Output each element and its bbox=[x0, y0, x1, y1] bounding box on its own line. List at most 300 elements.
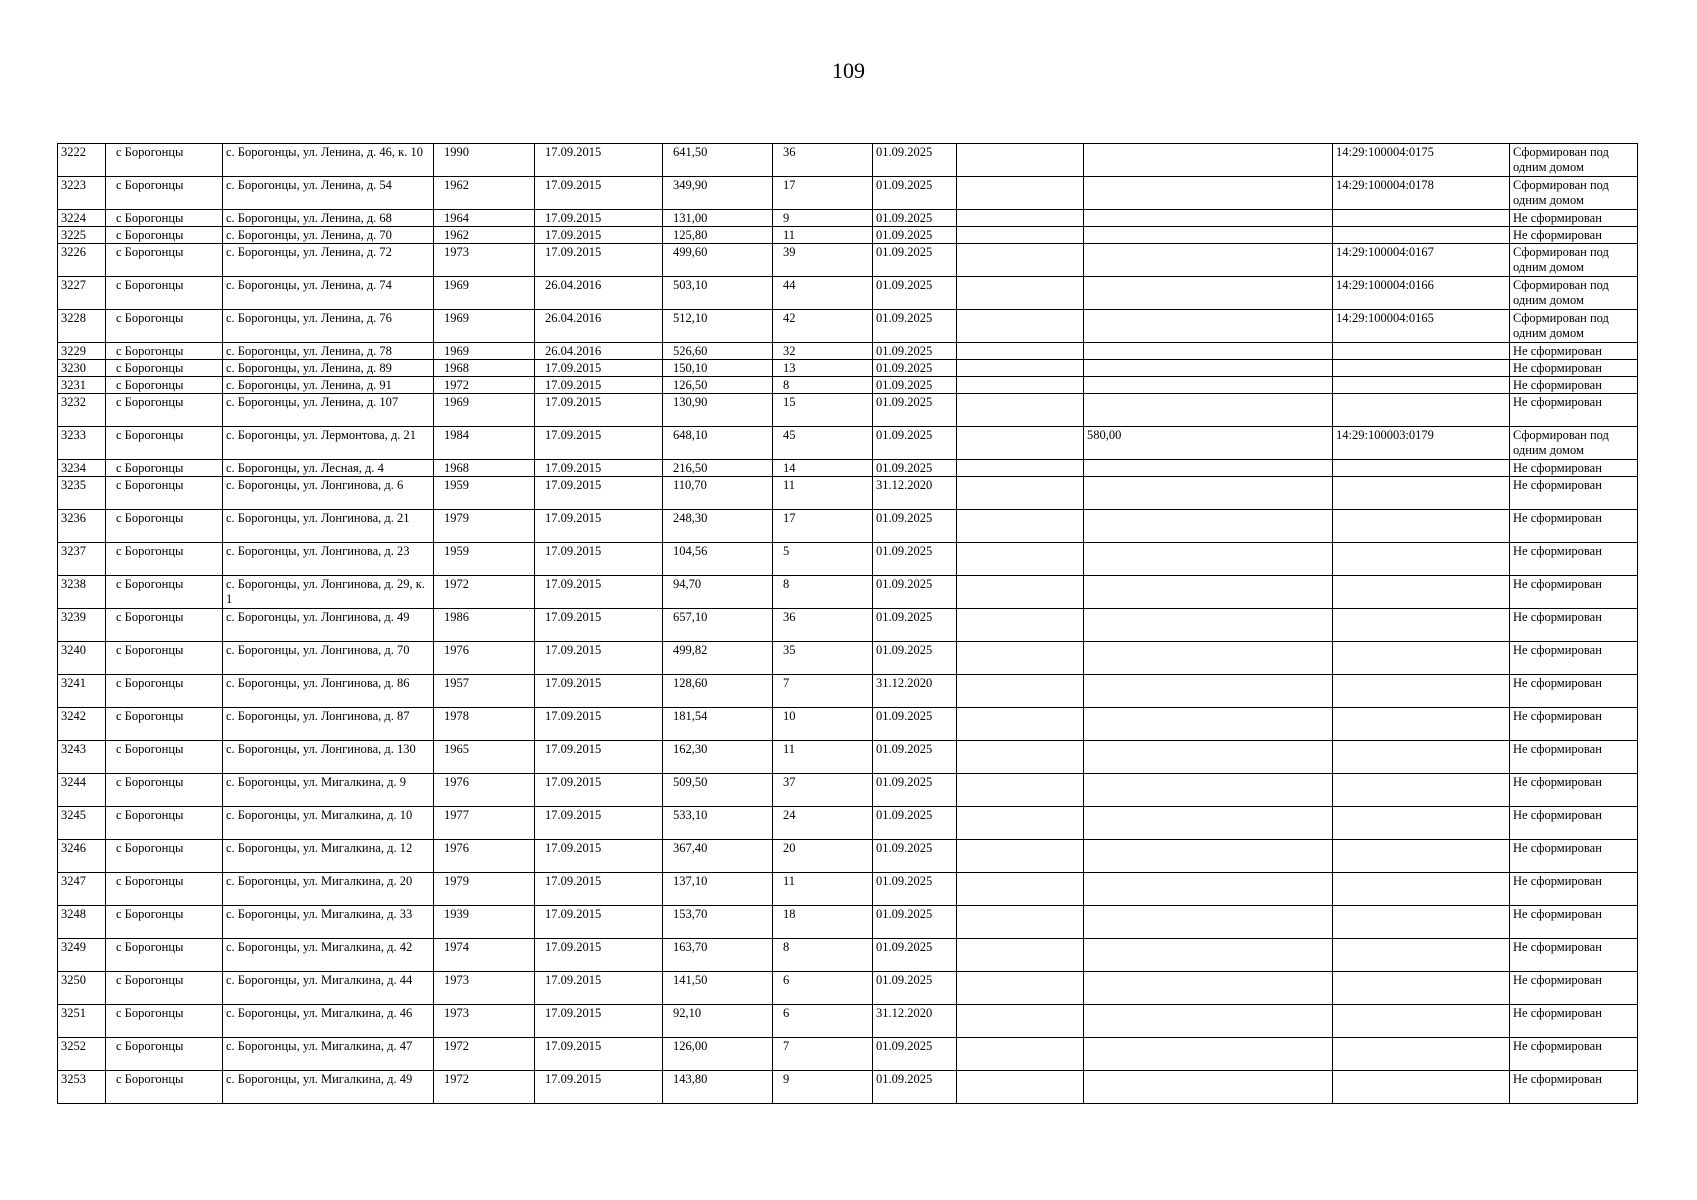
area-cell: 367,40 bbox=[663, 840, 773, 873]
date-cell: 17.09.2015 bbox=[535, 177, 663, 210]
area-cell: 349,90 bbox=[663, 177, 773, 210]
address-cell: с. Борогонцы, ул. Лонгинова, д. 23 bbox=[223, 543, 434, 576]
row-number-cell: 3247 bbox=[58, 873, 106, 906]
deadline-cell: 31.12.2020 bbox=[873, 477, 957, 510]
settlement-cell: с Борогонцы bbox=[106, 343, 223, 360]
cadastral-number-cell bbox=[1333, 642, 1510, 675]
year-built-cell: 1972 bbox=[434, 1038, 535, 1071]
deadline-cell: 01.09.2025 bbox=[873, 543, 957, 576]
land-area-cell bbox=[1084, 774, 1333, 807]
cadastral-number-cell bbox=[1333, 972, 1510, 1005]
year-built-cell: 1977 bbox=[434, 807, 535, 840]
land-area-cell bbox=[1084, 741, 1333, 774]
date-cell: 17.09.2015 bbox=[535, 576, 663, 609]
date-cell: 17.09.2015 bbox=[535, 642, 663, 675]
row-number-cell: 3235 bbox=[58, 477, 106, 510]
land-area-cell bbox=[1084, 807, 1333, 840]
address-cell: с. Борогонцы, ул. Лонгинова, д. 49 bbox=[223, 609, 434, 642]
deadline-cell: 01.09.2025 bbox=[873, 642, 957, 675]
area-cell: 131,00 bbox=[663, 210, 773, 227]
cadastral-number-cell bbox=[1333, 1005, 1510, 1038]
address-cell: с. Борогонцы, ул. Ленина, д. 91 bbox=[223, 377, 434, 394]
empty-cell bbox=[957, 144, 1084, 177]
deadline-cell: 01.09.2025 bbox=[873, 939, 957, 972]
cadastral-number-cell: 14:29:100004:0167 bbox=[1333, 244, 1510, 277]
empty-cell bbox=[957, 377, 1084, 394]
land-area-cell bbox=[1084, 642, 1333, 675]
land-area-cell bbox=[1084, 510, 1333, 543]
land-area-cell bbox=[1084, 177, 1333, 210]
settlement-cell: с Борогонцы bbox=[106, 906, 223, 939]
year-built-cell: 1973 bbox=[434, 1005, 535, 1038]
deadline-cell: 01.09.2025 bbox=[873, 609, 957, 642]
date-cell: 17.09.2015 bbox=[535, 609, 663, 642]
empty-cell bbox=[957, 210, 1084, 227]
date-cell: 17.09.2015 bbox=[535, 774, 663, 807]
empty-cell bbox=[957, 609, 1084, 642]
table-row bbox=[58, 774, 1638, 807]
table-row bbox=[58, 576, 1638, 609]
empty-cell bbox=[957, 394, 1084, 427]
land-area-cell bbox=[1084, 576, 1333, 609]
apartments-count-cell: 42 bbox=[773, 310, 873, 343]
apartments-count-cell: 8 bbox=[773, 939, 873, 972]
land-area-cell bbox=[1084, 1038, 1333, 1071]
table-row bbox=[58, 244, 1638, 277]
address-cell: с. Борогонцы, ул. Ленина, д. 89 bbox=[223, 360, 434, 377]
land-status-cell: Сформирован под одним домом bbox=[1510, 177, 1638, 210]
row-number-cell: 3232 bbox=[58, 394, 106, 427]
settlement-cell: с Борогонцы bbox=[106, 277, 223, 310]
land-area-cell bbox=[1084, 675, 1333, 708]
area-cell: 499,82 bbox=[663, 642, 773, 675]
address-cell: с. Борогонцы, ул. Лонгинова, д. 29, к. 1 bbox=[223, 576, 434, 609]
settlement-cell: с Борогонцы bbox=[106, 939, 223, 972]
apartments-count-cell: 36 bbox=[773, 144, 873, 177]
row-number-cell: 3225 bbox=[58, 227, 106, 244]
land-status-cell: Не сформирован bbox=[1510, 1038, 1638, 1071]
table-row bbox=[58, 177, 1638, 210]
year-built-cell: 1990 bbox=[434, 144, 535, 177]
cadastral-number-cell bbox=[1333, 343, 1510, 360]
row-number-cell: 3229 bbox=[58, 343, 106, 360]
land-status-cell: Не сформирован bbox=[1510, 477, 1638, 510]
apartments-count-cell: 37 bbox=[773, 774, 873, 807]
empty-cell bbox=[957, 360, 1084, 377]
land-status-cell: Не сформирован bbox=[1510, 227, 1638, 244]
address-cell: с. Борогонцы, ул. Лонгинова, д. 70 bbox=[223, 642, 434, 675]
deadline-cell: 01.09.2025 bbox=[873, 394, 957, 427]
table-row bbox=[58, 210, 1638, 227]
empty-cell bbox=[957, 939, 1084, 972]
area-cell: 92,10 bbox=[663, 1005, 773, 1038]
table-row bbox=[58, 310, 1638, 343]
empty-cell bbox=[957, 675, 1084, 708]
address-cell: с. Борогонцы, ул. Мигалкина, д. 9 bbox=[223, 774, 434, 807]
area-cell: 153,70 bbox=[663, 906, 773, 939]
deadline-cell: 01.09.2025 bbox=[873, 840, 957, 873]
area-cell: 143,80 bbox=[663, 1071, 773, 1104]
table-row bbox=[58, 394, 1638, 427]
cadastral-number-cell bbox=[1333, 939, 1510, 972]
land-area-cell bbox=[1084, 360, 1333, 377]
date-cell: 17.09.2015 bbox=[535, 210, 663, 227]
apartments-count-cell: 44 bbox=[773, 277, 873, 310]
row-number-cell: 3251 bbox=[58, 1005, 106, 1038]
date-cell: 17.09.2015 bbox=[535, 394, 663, 427]
land-status-cell: Не сформирован bbox=[1510, 460, 1638, 477]
empty-cell bbox=[957, 510, 1084, 543]
cadastral-number-cell bbox=[1333, 377, 1510, 394]
land-status-cell: Сформирован под одним домом bbox=[1510, 310, 1638, 343]
row-number-cell: 3244 bbox=[58, 774, 106, 807]
table-row bbox=[58, 377, 1638, 394]
settlement-cell: с Борогонцы bbox=[106, 741, 223, 774]
land-area-cell bbox=[1084, 1005, 1333, 1038]
date-cell: 17.09.2015 bbox=[535, 1038, 663, 1071]
area-cell: 162,30 bbox=[663, 741, 773, 774]
year-built-cell: 1972 bbox=[434, 576, 535, 609]
table-row bbox=[58, 906, 1638, 939]
date-cell: 17.09.2015 bbox=[535, 244, 663, 277]
land-status-cell: Сформирован под одним домом bbox=[1510, 244, 1638, 277]
land-status-cell: Не сформирован bbox=[1510, 510, 1638, 543]
row-number-cell: 3241 bbox=[58, 675, 106, 708]
land-area-cell bbox=[1084, 609, 1333, 642]
settlement-cell: с Борогонцы bbox=[106, 972, 223, 1005]
cadastral-number-cell bbox=[1333, 774, 1510, 807]
address-cell: с. Борогонцы, ул. Ленина, д. 78 bbox=[223, 343, 434, 360]
address-cell: с. Борогонцы, ул. Мигалкина, д. 10 bbox=[223, 807, 434, 840]
address-cell: с. Борогонцы, ул. Лонгинова, д. 21 bbox=[223, 510, 434, 543]
table-row bbox=[58, 1038, 1638, 1071]
area-cell: 512,10 bbox=[663, 310, 773, 343]
table-row bbox=[58, 227, 1638, 244]
table-row bbox=[58, 708, 1638, 741]
cadastral-number-cell bbox=[1333, 360, 1510, 377]
area-cell: 163,70 bbox=[663, 939, 773, 972]
address-cell: с. Борогонцы, ул. Мигалкина, д. 47 bbox=[223, 1038, 434, 1071]
cadastral-number-cell: 14:29:100003:0179 bbox=[1333, 427, 1510, 460]
date-cell: 17.09.2015 bbox=[535, 227, 663, 244]
cadastral-number-cell: 14:29:100004:0165 bbox=[1333, 310, 1510, 343]
settlement-cell: с Борогонцы bbox=[106, 840, 223, 873]
area-cell: 110,70 bbox=[663, 477, 773, 510]
empty-cell bbox=[957, 642, 1084, 675]
row-number-cell: 3230 bbox=[58, 360, 106, 377]
land-area-cell bbox=[1084, 144, 1333, 177]
area-cell: 248,30 bbox=[663, 510, 773, 543]
table-row bbox=[58, 277, 1638, 310]
deadline-cell: 01.09.2025 bbox=[873, 708, 957, 741]
row-number-cell: 3242 bbox=[58, 708, 106, 741]
cadastral-number-cell: 14:29:100004:0178 bbox=[1333, 177, 1510, 210]
apartments-count-cell: 7 bbox=[773, 675, 873, 708]
cadastral-number-cell bbox=[1333, 460, 1510, 477]
land-status-cell: Не сформирован bbox=[1510, 1005, 1638, 1038]
deadline-cell: 01.09.2025 bbox=[873, 144, 957, 177]
date-cell: 17.09.2015 bbox=[535, 675, 663, 708]
address-cell: с. Борогонцы, ул. Ленина, д. 54 bbox=[223, 177, 434, 210]
empty-cell bbox=[957, 427, 1084, 460]
land-status-cell: Не сформирован bbox=[1510, 210, 1638, 227]
empty-cell bbox=[957, 807, 1084, 840]
table-row bbox=[58, 807, 1638, 840]
land-area-cell bbox=[1084, 394, 1333, 427]
area-cell: 181,54 bbox=[663, 708, 773, 741]
row-number-cell: 3227 bbox=[58, 277, 106, 310]
year-built-cell: 1979 bbox=[434, 873, 535, 906]
deadline-cell: 01.09.2025 bbox=[873, 343, 957, 360]
row-number-cell: 3236 bbox=[58, 510, 106, 543]
row-number-cell: 3237 bbox=[58, 543, 106, 576]
land-area-cell bbox=[1084, 543, 1333, 576]
area-cell: 509,50 bbox=[663, 774, 773, 807]
land-status-cell: Не сформирован bbox=[1510, 1071, 1638, 1104]
address-cell: с. Борогонцы, ул. Лермонтова, д. 21 bbox=[223, 427, 434, 460]
year-built-cell: 1972 bbox=[434, 377, 535, 394]
land-area-cell bbox=[1084, 840, 1333, 873]
year-built-cell: 1959 bbox=[434, 477, 535, 510]
year-built-cell: 1965 bbox=[434, 741, 535, 774]
settlement-cell: с Борогонцы bbox=[106, 576, 223, 609]
date-cell: 17.09.2015 bbox=[535, 972, 663, 1005]
area-cell: 533,10 bbox=[663, 807, 773, 840]
address-cell: с. Борогонцы, ул. Лесная, д. 4 bbox=[223, 460, 434, 477]
row-number-cell: 3245 bbox=[58, 807, 106, 840]
empty-cell bbox=[957, 840, 1084, 873]
settlement-cell: с Борогонцы bbox=[106, 873, 223, 906]
deadline-cell: 01.09.2025 bbox=[873, 807, 957, 840]
date-cell: 17.09.2015 bbox=[535, 460, 663, 477]
settlement-cell: с Борогонцы bbox=[106, 708, 223, 741]
address-cell: с. Борогонцы, ул. Лонгинова, д. 6 bbox=[223, 477, 434, 510]
year-built-cell: 1976 bbox=[434, 774, 535, 807]
apartments-count-cell: 17 bbox=[773, 510, 873, 543]
apartments-count-cell: 18 bbox=[773, 906, 873, 939]
table-row bbox=[58, 1005, 1638, 1038]
row-number-cell: 3231 bbox=[58, 377, 106, 394]
empty-cell bbox=[957, 460, 1084, 477]
address-cell: с. Борогонцы, ул. Мигалкина, д. 20 bbox=[223, 873, 434, 906]
address-cell: с. Борогонцы, ул. Мигалкина, д. 42 bbox=[223, 939, 434, 972]
land-area-cell bbox=[1084, 939, 1333, 972]
row-number-cell: 3252 bbox=[58, 1038, 106, 1071]
land-area-cell bbox=[1084, 477, 1333, 510]
settlement-cell: с Борогонцы bbox=[106, 227, 223, 244]
empty-cell bbox=[957, 1071, 1084, 1104]
deadline-cell: 01.09.2025 bbox=[873, 227, 957, 244]
year-built-cell: 1976 bbox=[434, 642, 535, 675]
table-row bbox=[58, 840, 1638, 873]
deadline-cell: 01.09.2025 bbox=[873, 244, 957, 277]
apartments-count-cell: 13 bbox=[773, 360, 873, 377]
empty-cell bbox=[957, 477, 1084, 510]
area-cell: 126,50 bbox=[663, 377, 773, 394]
table-row bbox=[58, 477, 1638, 510]
empty-cell bbox=[957, 310, 1084, 343]
date-cell: 17.09.2015 bbox=[535, 543, 663, 576]
settlement-cell: с Борогонцы bbox=[106, 543, 223, 576]
area-cell: 128,60 bbox=[663, 675, 773, 708]
area-cell: 648,10 bbox=[663, 427, 773, 460]
land-status-cell: Не сформирован bbox=[1510, 609, 1638, 642]
empty-cell bbox=[957, 343, 1084, 360]
table-row bbox=[58, 972, 1638, 1005]
area-cell: 150,10 bbox=[663, 360, 773, 377]
land-status-cell: Не сформирован bbox=[1510, 642, 1638, 675]
apartments-count-cell: 11 bbox=[773, 741, 873, 774]
deadline-cell: 01.09.2025 bbox=[873, 741, 957, 774]
land-area-cell bbox=[1084, 972, 1333, 1005]
empty-cell bbox=[957, 277, 1084, 310]
land-status-cell: Сформирован под одним домом bbox=[1510, 427, 1638, 460]
row-number-cell: 3239 bbox=[58, 609, 106, 642]
address-cell: с. Борогонцы, ул. Мигалкина, д. 44 bbox=[223, 972, 434, 1005]
year-built-cell: 1957 bbox=[434, 675, 535, 708]
settlement-cell: с Борогонцы bbox=[106, 427, 223, 460]
table-row bbox=[58, 609, 1638, 642]
year-built-cell: 1972 bbox=[434, 1071, 535, 1104]
settlement-cell: с Борогонцы bbox=[106, 807, 223, 840]
date-cell: 17.09.2015 bbox=[535, 377, 663, 394]
land-status-cell: Не сформирован bbox=[1510, 675, 1638, 708]
apartments-count-cell: 24 bbox=[773, 807, 873, 840]
address-cell: с. Борогонцы, ул. Лонгинова, д. 130 bbox=[223, 741, 434, 774]
area-cell: 499,60 bbox=[663, 244, 773, 277]
date-cell: 17.09.2015 bbox=[535, 144, 663, 177]
settlement-cell: с Борогонцы bbox=[106, 1005, 223, 1038]
year-built-cell: 1973 bbox=[434, 244, 535, 277]
apartments-count-cell: 14 bbox=[773, 460, 873, 477]
empty-cell bbox=[957, 1005, 1084, 1038]
row-number-cell: 3224 bbox=[58, 210, 106, 227]
settlement-cell: с Борогонцы bbox=[106, 460, 223, 477]
cadastral-number-cell bbox=[1333, 510, 1510, 543]
apartments-count-cell: 7 bbox=[773, 1038, 873, 1071]
cadastral-number-cell bbox=[1333, 873, 1510, 906]
settlement-cell: с Борогонцы bbox=[106, 360, 223, 377]
date-cell: 17.09.2015 bbox=[535, 840, 663, 873]
row-number-cell: 3238 bbox=[58, 576, 106, 609]
deadline-cell: 01.09.2025 bbox=[873, 510, 957, 543]
cadastral-number-cell bbox=[1333, 741, 1510, 774]
address-cell: с. Борогонцы, ул. Ленина, д. 70 bbox=[223, 227, 434, 244]
empty-cell bbox=[957, 543, 1084, 576]
date-cell: 26.04.2016 bbox=[535, 343, 663, 360]
land-area-cell: 580,00 bbox=[1084, 427, 1333, 460]
deadline-cell: 01.09.2025 bbox=[873, 1071, 957, 1104]
table-row bbox=[58, 1071, 1638, 1104]
deadline-cell: 01.09.2025 bbox=[873, 972, 957, 1005]
apartments-count-cell: 45 bbox=[773, 427, 873, 460]
date-cell: 26.04.2016 bbox=[535, 310, 663, 343]
row-number-cell: 3233 bbox=[58, 427, 106, 460]
area-cell: 641,50 bbox=[663, 144, 773, 177]
deadline-cell: 01.09.2025 bbox=[873, 177, 957, 210]
deadline-cell: 01.09.2025 bbox=[873, 360, 957, 377]
cadastral-number-cell bbox=[1333, 807, 1510, 840]
year-built-cell: 1978 bbox=[434, 708, 535, 741]
table-row bbox=[58, 427, 1638, 460]
cadastral-number-cell bbox=[1333, 576, 1510, 609]
land-status-cell: Не сформирован bbox=[1510, 840, 1638, 873]
apartments-count-cell: 36 bbox=[773, 609, 873, 642]
land-status-cell: Не сформирован bbox=[1510, 873, 1638, 906]
table-row bbox=[58, 543, 1638, 576]
cadastral-number-cell bbox=[1333, 1071, 1510, 1104]
date-cell: 17.09.2015 bbox=[535, 939, 663, 972]
land-status-cell: Не сформирован bbox=[1510, 394, 1638, 427]
year-built-cell: 1968 bbox=[434, 460, 535, 477]
empty-cell bbox=[957, 708, 1084, 741]
year-built-cell: 1969 bbox=[434, 394, 535, 427]
row-number-cell: 3246 bbox=[58, 840, 106, 873]
area-cell: 526,60 bbox=[663, 343, 773, 360]
land-area-cell bbox=[1084, 906, 1333, 939]
address-cell: с. Борогонцы, ул. Ленина, д. 107 bbox=[223, 394, 434, 427]
settlement-cell: с Борогонцы bbox=[106, 210, 223, 227]
empty-cell bbox=[957, 906, 1084, 939]
date-cell: 17.09.2015 bbox=[535, 807, 663, 840]
area-cell: 503,10 bbox=[663, 277, 773, 310]
empty-cell bbox=[957, 774, 1084, 807]
deadline-cell: 01.09.2025 bbox=[873, 377, 957, 394]
deadline-cell: 01.09.2025 bbox=[873, 873, 957, 906]
row-number-cell: 3228 bbox=[58, 310, 106, 343]
area-cell: 126,00 bbox=[663, 1038, 773, 1071]
land-area-cell bbox=[1084, 310, 1333, 343]
apartments-count-cell: 9 bbox=[773, 210, 873, 227]
land-area-cell bbox=[1084, 377, 1333, 394]
year-built-cell: 1974 bbox=[434, 939, 535, 972]
deadline-cell: 01.09.2025 bbox=[873, 906, 957, 939]
year-built-cell: 1969 bbox=[434, 310, 535, 343]
land-area-cell bbox=[1084, 210, 1333, 227]
year-built-cell: 1959 bbox=[434, 543, 535, 576]
empty-cell bbox=[957, 741, 1084, 774]
housing-registry-table bbox=[57, 143, 1638, 1104]
land-area-cell bbox=[1084, 873, 1333, 906]
area-cell: 216,50 bbox=[663, 460, 773, 477]
land-area-cell bbox=[1084, 708, 1333, 741]
page-number: 109 bbox=[832, 58, 865, 83]
table-row bbox=[58, 460, 1638, 477]
empty-cell bbox=[957, 1038, 1084, 1071]
cadastral-number-cell: 14:29:100004:0175 bbox=[1333, 144, 1510, 177]
deadline-cell: 01.09.2025 bbox=[873, 1038, 957, 1071]
row-number-cell: 3234 bbox=[58, 460, 106, 477]
deadline-cell: 01.09.2025 bbox=[873, 774, 957, 807]
cadastral-number-cell bbox=[1333, 210, 1510, 227]
cadastral-number-cell bbox=[1333, 227, 1510, 244]
empty-cell bbox=[957, 972, 1084, 1005]
empty-cell bbox=[957, 244, 1084, 277]
apartments-count-cell: 9 bbox=[773, 1071, 873, 1104]
apartments-count-cell: 15 bbox=[773, 394, 873, 427]
date-cell: 17.09.2015 bbox=[535, 427, 663, 460]
table-row bbox=[58, 675, 1638, 708]
address-cell: с. Борогонцы, ул. Мигалкина, д. 49 bbox=[223, 1071, 434, 1104]
table-row bbox=[58, 741, 1638, 774]
address-cell: с. Борогонцы, ул. Лонгинова, д. 87 bbox=[223, 708, 434, 741]
land-status-cell: Не сформирован bbox=[1510, 543, 1638, 576]
row-number-cell: 3248 bbox=[58, 906, 106, 939]
cadastral-number-cell bbox=[1333, 609, 1510, 642]
cadastral-number-cell bbox=[1333, 394, 1510, 427]
land-area-cell bbox=[1084, 460, 1333, 477]
land-status-cell: Не сформирован bbox=[1510, 741, 1638, 774]
